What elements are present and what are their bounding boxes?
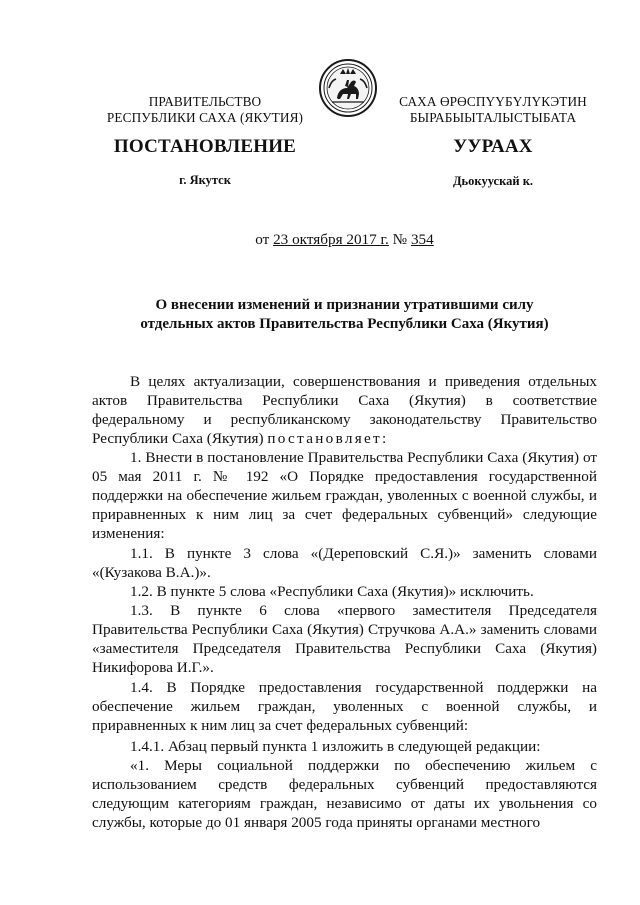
- title-line1: О внесении изменений и признании утратившими силу: [155, 297, 534, 313]
- header-left-line1: ПРАВИТЕЛЬСТВО: [148, 94, 262, 109]
- body-paragraph-1: [92, 372, 597, 448]
- document-title: [92, 296, 597, 334]
- p1-text: В целях актуализации, совершенствования и приведения отдельных актов Правительства Республики Саха (Якутия) в соответствие федеральному и республиканскому законодательству Правительство Республики Саха (Якутия): [92, 373, 597, 448]
- title-line2: отдельных актов Правительства Республики Саха (Якутия): [140, 316, 549, 332]
- coat-of-arms-emblem: [318, 58, 378, 118]
- doc-type-left: ПОСТАНОВЛЕНИЕ: [113, 136, 297, 157]
- city-right: Дьокуускай к.: [452, 174, 534, 188]
- doc-type-right: УУРААХ: [453, 136, 533, 157]
- document-date: 23 октября 2017 г.: [273, 231, 389, 248]
- document-number: 354: [410, 231, 434, 248]
- header-right-line2: БЫРАБЫЫТАЛЫСТЫБАТА: [409, 110, 577, 125]
- header-left-block: [90, 94, 320, 126]
- body-paragraph-6: 1.4. В Порядке предоставления государственной поддержки на обеспечение жильем граждан, уволенных с военной службы, и приравненных к ним лиц за счет федеральных субвенций:: [92, 679, 597, 735]
- header-left-line2: РЕСПУБЛИКИ САХА (ЯКУТИЯ): [106, 110, 304, 125]
- body-paragraph-4: 1.2. В пункте 5 слова «Республики Саха (Якутия)» исключить.: [130, 583, 534, 600]
- header-right-block: [382, 94, 604, 126]
- date-prefix: от: [255, 231, 270, 248]
- body-paragraph-3: 1.1. В пункте 3 слова «(Дереповский С.Я.)» заменить словами «(Кузакова В.А.)».: [92, 545, 597, 582]
- body-paragraph-7: 1.4.1. Абзац первый пункта 1 изложить в следующей редакции:: [130, 738, 541, 755]
- body-paragraph-2: 1. Внести в постановление Правительства Республики Саха (Якутия) от 05 мая 2011 г. № 192 «О Порядке предоставления государственной поддержки на обеспечение жильем граждан, уволенных с военной службы, и приравненных к ним лиц за счет федеральных субвенций» следующие изменения:: [92, 449, 597, 543]
- date-line: [92, 231, 597, 249]
- city-left: г. Якутск: [179, 173, 231, 187]
- body-paragraph-8: «1. Меры социальной поддержки по обеспечению жильем с использованием средств федеральных субвенций предоставляются следующим категориям граждан, независимо от даты их увольнения со службы, которые до 01 января 2005 года приняты органами местного: [92, 757, 597, 832]
- header-right-line1: САХА ӨРӨСПҮҮБҮЛҮКЭТИН: [399, 94, 587, 109]
- body-paragraph-5: 1.3. В пункте 6 слова «первого заместителя Председателя Правительства Республики Саха (Якутия) Стручкова А.А.» заменить словами «заместителя Председателя Правительства Республики Саха (Якутия) Никифорова И.Г.».: [92, 602, 597, 677]
- p1-spaced-verb: постановляет:: [267, 430, 389, 448]
- number-sign: №: [392, 231, 408, 248]
- emblem-icon: [318, 58, 378, 118]
